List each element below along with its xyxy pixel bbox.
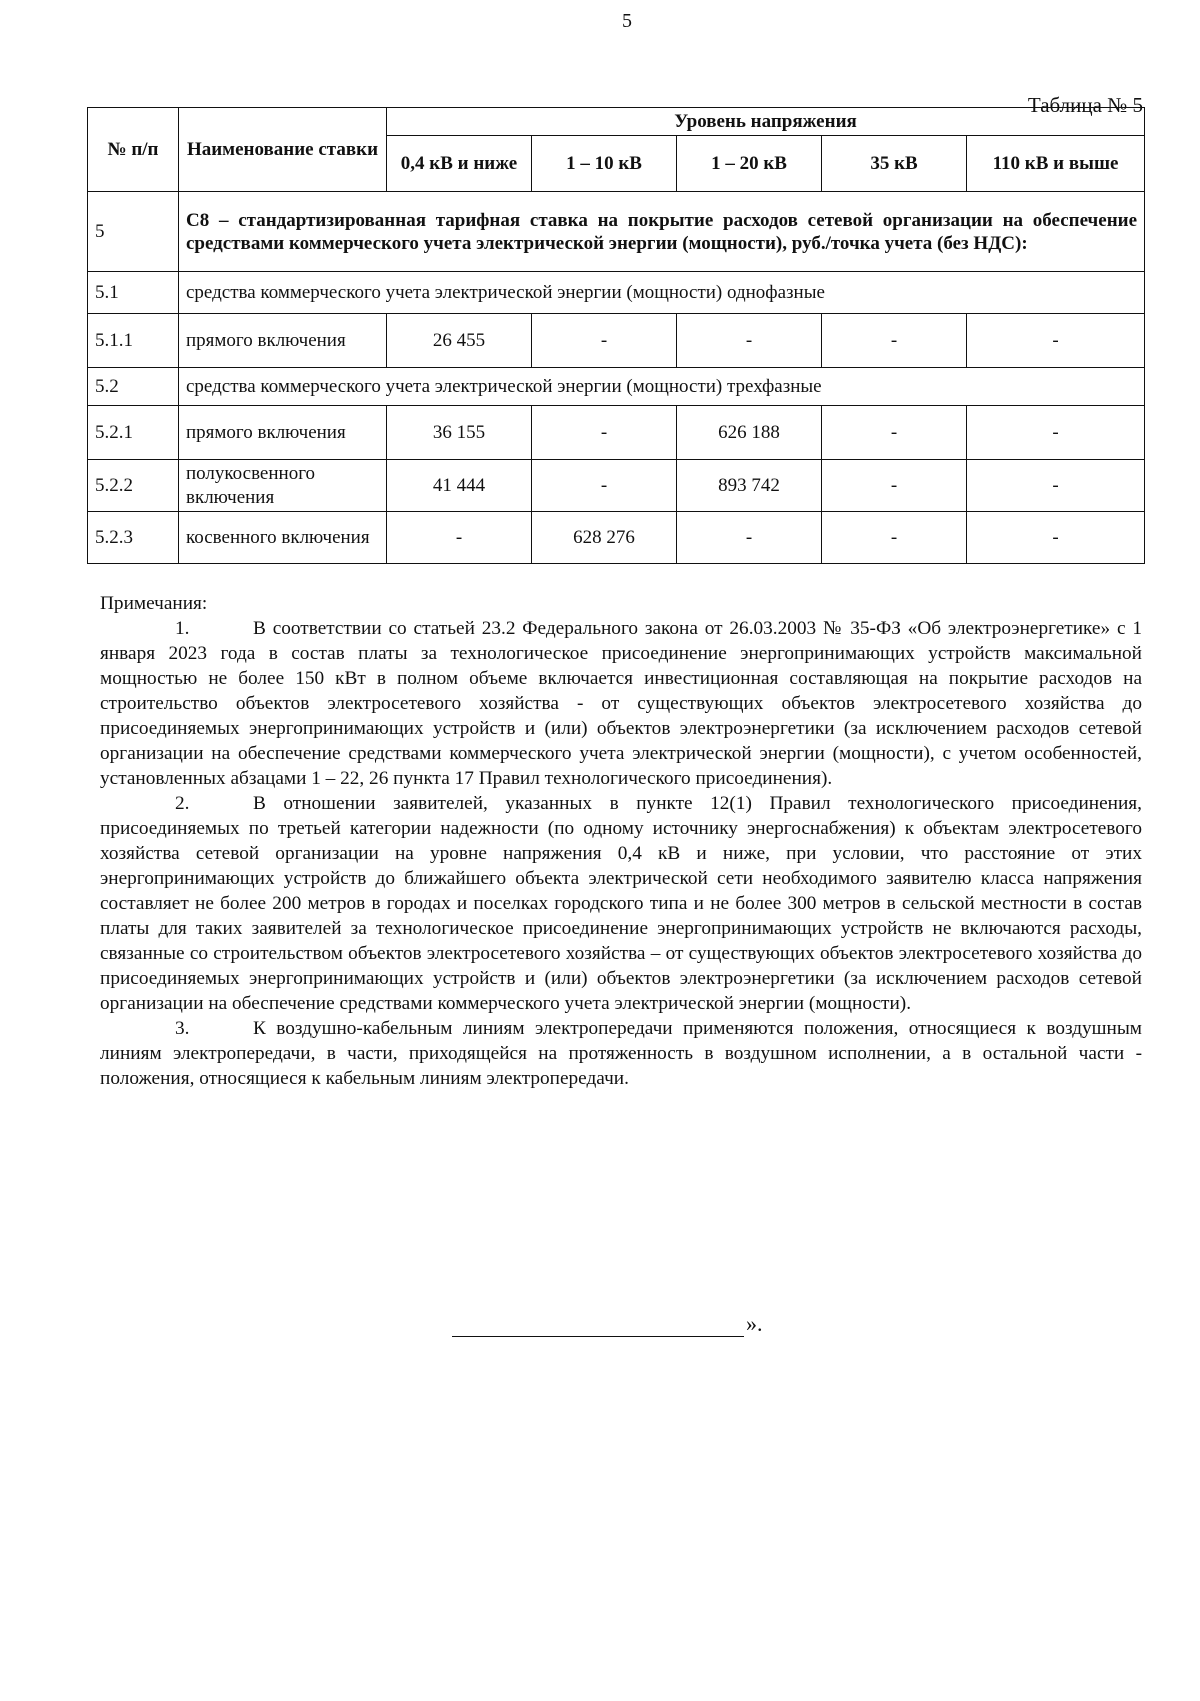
note-number: 1.	[175, 618, 190, 639]
row-name: прямого включения	[179, 314, 387, 368]
row-name: косвенного включения	[179, 512, 387, 564]
group-num: 5.1	[88, 272, 179, 314]
page-number: 5	[622, 10, 632, 32]
note-item	[100, 1016, 1142, 1091]
header-level-2: 1 – 20 кВ	[677, 136, 822, 192]
row-num: 5.1.1	[88, 314, 179, 368]
closing-quote: ».	[746, 1311, 763, 1336]
row-value: -	[967, 314, 1145, 368]
notes-heading: Примечания:	[100, 593, 208, 614]
notes-section	[100, 591, 1142, 1091]
note-text: К воздушно-кабельным линиям электропередачи применяются положения, относящиеся к воздушным линиям электропередачи, в части, приходящейся на протяженность в воздушном исполнении, а в остальной части - положения, относящиеся к кабельным линиям электропередачи.	[100, 1018, 1142, 1089]
row-value: -	[967, 460, 1145, 512]
row-value: 628 276	[532, 512, 677, 564]
tariff-table	[87, 107, 1145, 564]
row-num: 5.2.3	[88, 512, 179, 564]
header-level-0: 0,4 кВ и ниже	[387, 136, 532, 192]
row-value: 41 444	[387, 460, 532, 512]
closing-mark	[452, 1311, 763, 1337]
group-row	[88, 368, 1145, 406]
note-item	[100, 791, 1142, 1016]
note-number: 2.	[175, 793, 190, 814]
row-value: -	[967, 406, 1145, 460]
header-level-4: 110 кВ и выше	[967, 136, 1145, 192]
row-name: прямого включения	[179, 406, 387, 460]
table-caption: Таблица № 5	[1027, 93, 1143, 117]
table-row	[88, 460, 1145, 512]
row-value: -	[677, 512, 822, 564]
row-value: 626 188	[677, 406, 822, 460]
row-value: -	[677, 314, 822, 368]
header-level-1: 1 – 10 кВ	[532, 136, 677, 192]
table-row	[88, 314, 1145, 368]
note-item	[100, 616, 1142, 791]
section-title: С8 – стандартизированная тарифная ставка на покрытие расходов сетевой организации на обеспечение средствами коммерческого учета электрической энергии (мощности), руб./точка учета (без НДС):	[179, 192, 1145, 272]
header-num: № п/п	[88, 108, 179, 192]
group-title: средства коммерческого учета электрической энергии (мощности) трехфазные	[179, 368, 1145, 406]
header-voltage-group: Уровень напряжения	[387, 108, 1145, 136]
row-value: 893 742	[677, 460, 822, 512]
note-number: 3.	[175, 1018, 190, 1039]
row-value: -	[387, 512, 532, 564]
row-value: -	[967, 512, 1145, 564]
group-num: 5.2	[88, 368, 179, 406]
row-value: -	[532, 460, 677, 512]
row-value: 36 155	[387, 406, 532, 460]
section-num: 5	[88, 192, 179, 272]
table-row	[88, 512, 1145, 564]
note-text: В отношении заявителей, указанных в пункте 12(1) Правил технологического присоединения, присоединяемых по третьей категории надежности (по одному источнику энергоснабжения) к объектам электросетевого хозяйства сетевой организации на уровне напряжения 0,4 кВ и ниже, при условии, что расстояние от этих энергопринимающих устройств до ближайшего объекта электрической сети необходимого заявителю класса напряжения составляет не более 200 метров в городах и поселках городского типа и не более 300 метров в сельской местности в состав платы для таких заявителей за технологическое присоединение энергопринимающих устройств не включаются расходы, связанные со строительством объектов электросетевого хозяйства – от существующих объектов электросетевого хозяйства до присоединяемых энергопринимающих устройств и (или) объектов электроэнергетики (за исключением расходов сетевой организации на обеспечение средствами коммерческого учета электрической энергии (мощности).	[100, 793, 1142, 1014]
header-name: Наименование ставки	[179, 108, 387, 192]
row-name: полукосвенного включения	[179, 460, 387, 512]
note-text: В соответствии со статьей 23.2 Федерального закона от 26.03.2003 № 35-ФЗ «Об электроэнергетике» с 1 января 2023 года в состав платы за технологическое присоединение энергопринимающих устройств максимальной мощностью не более 150 кВт в полном объеме включается инвестиционная составляющая на покрытие расходов на строительство объектов электросетевого хозяйства - от существующих объектов электросетевого хозяйства до присоединяемых энергопринимающих устройств и (или) объектов электроэнергетики (за исключением расходов сетевой организации на обеспечение средствами коммерческого учета электрической энергии (мощности), с учетом особенностей, установленных абзацами 1 – 22, 26 пункта 17 Правил технологического присоединения).	[100, 618, 1142, 789]
signature-line	[452, 1312, 744, 1337]
row-value: -	[822, 406, 967, 460]
row-num: 5.2.2	[88, 460, 179, 512]
row-value: 26 455	[387, 314, 532, 368]
group-row	[88, 272, 1145, 314]
group-title: средства коммерческого учета электрической энергии (мощности) однофазные	[179, 272, 1145, 314]
row-value: -	[822, 314, 967, 368]
row-value: -	[822, 460, 967, 512]
row-num: 5.2.1	[88, 406, 179, 460]
row-value: -	[532, 314, 677, 368]
section-row	[88, 192, 1145, 272]
header-level-3: 35 кВ	[822, 136, 967, 192]
row-value: -	[822, 512, 967, 564]
table-row	[88, 406, 1145, 460]
row-value: -	[532, 406, 677, 460]
